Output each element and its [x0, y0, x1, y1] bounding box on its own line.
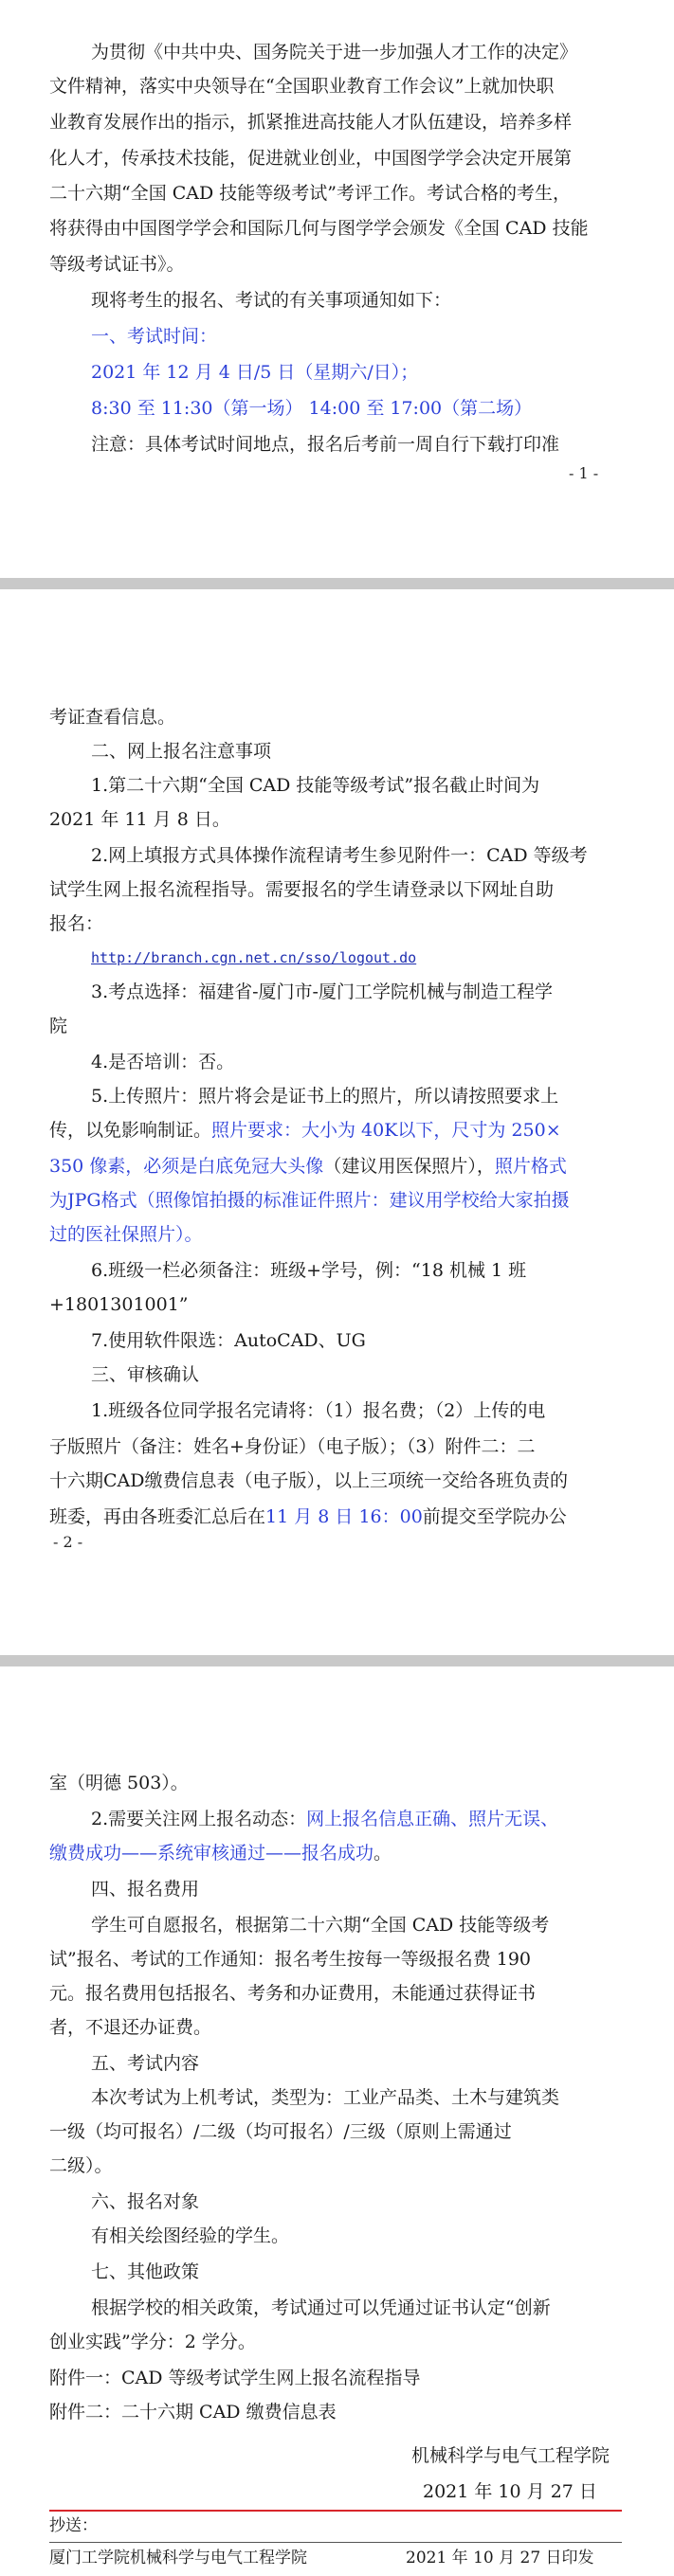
text-segment: 班委，再由各班委汇总后在: [49, 1506, 266, 1527]
section-heading-exam-content: 五、考试内容: [91, 2053, 200, 2074]
paragraph-line: 室（明德 503）。: [49, 1773, 189, 1793]
attachment-2: 附件二：二十六期 CAD 缴费信息表: [49, 2402, 337, 2423]
paragraph-line: [49, 1152, 567, 1180]
text-segment: （建议用医保照片），: [323, 1156, 495, 1177]
paragraph-line: 者，不退还办证费。: [49, 2017, 212, 2038]
paragraph-line: 院: [49, 1016, 68, 1036]
deadline-text: 11 月 8 日 16：00: [265, 1506, 423, 1527]
paragraph-line: 2.网上填报方式具体操作流程请考生参见附件一：CAD 等级考: [91, 845, 588, 866]
paragraph-line: [49, 1116, 561, 1144]
page-number: - 1 -: [569, 464, 599, 482]
exam-date: 2021 年 12 月 4 日/5 日（星期六/日）；: [91, 362, 419, 383]
section-heading-online-registration: 二、网上报名注意事项: [91, 741, 272, 762]
paragraph-line: 元。报名费用包括报名、考务和办证费用，未能通过获得证书: [49, 1983, 537, 2004]
paragraph-line: 业教育发展作出的指示，抓紧推进高技能人才队伍建设，培养多样: [49, 112, 573, 133]
section-heading-exam-time: 一、考试时间：: [91, 326, 218, 347]
paragraph-line: 根据学校的相关政策，考试通过可以凭通过证书认定“创新: [91, 2297, 551, 2318]
photo-format-text: 过的医社保照片）。: [49, 1224, 203, 1245]
photo-format-text: 为JPG格式（照像馆拍摄的标准证件照片：建议用学校给大家拍摄: [49, 1190, 570, 1211]
paragraph-line: 化人才，传承技术技能，促进就业创业，中国图学学会决定开展第: [49, 148, 573, 169]
paragraph-line: 报名：: [49, 913, 104, 934]
registration-status-text: 网上报名信息正确、照片无误、: [306, 1809, 559, 1829]
paragraph-line: +1801301001”: [49, 1294, 189, 1315]
document-page-3: [0, 1666, 674, 2576]
paragraph-line: 一级（均可报名）/二级（均可报名）/三级（原则上需通过: [49, 2121, 512, 2142]
paragraph-line: 3.考点选择：福建省-厦门市-厦门工学院机械与制造工程学: [91, 982, 553, 1002]
paragraph-line: 5.上传照片：照片将会是证书上的照片，所以请按照要求上: [91, 1086, 559, 1107]
paragraph-line: 4.是否培训：否。: [91, 1052, 235, 1072]
paragraph-line: 7.使用软件限选：AutoCAD、UG: [91, 1330, 366, 1351]
text-segment: 。: [373, 1843, 392, 1864]
paragraph-line: 创业实践”学分：2 学分。: [49, 2332, 256, 2352]
exam-sessions: 8:30 至 11:30（第一场） 14:00 至 17:00（第二场）: [91, 398, 533, 419]
paragraph-line: 子版照片（备注：姓名+身份证）（电子版）；（3）附件二：二: [49, 1436, 536, 1457]
paragraph-line: 考证查看信息。: [49, 707, 176, 728]
paragraph-line: 试学生网上报名流程指导。需要报名的学生请登录以下网址自助: [49, 879, 555, 900]
registration-status-text: 缴费成功——系统审核通过——报名成功: [49, 1843, 374, 1864]
text-segment: 前提交至学院办公: [422, 1506, 567, 1527]
document-page-1: [0, 0, 674, 578]
document-page-2: [0, 589, 674, 1655]
paragraph-line: [49, 1503, 567, 1531]
paragraph-line: 二级）。: [49, 2155, 113, 2176]
exam-note: 注意：具体考试时间地点，报名后考前一周自行下载打印准: [91, 434, 560, 455]
photo-format-text: 照片格式: [494, 1156, 567, 1177]
paragraph-line: 现将考生的报名、考试的有关事项通知如下：: [91, 290, 452, 311]
paragraph-line: 将获得由中国图学学会和国际几何与图学学会颁发《全国 CAD 技能: [49, 218, 589, 239]
paragraph-line: 学生可自愿报名，根据第二十六期“全国 CAD 技能等级考: [91, 1915, 550, 1936]
photo-requirement-text: 350 像素，必须是白底免冠大头像: [49, 1156, 324, 1177]
paragraph-line: [91, 1805, 558, 1833]
paragraph-line: 等级考试证书》。: [49, 254, 185, 275]
signature-organization: 机械科学与电气工程学院: [411, 2445, 610, 2466]
section-heading-other-policies: 七、其他政策: [91, 2261, 200, 2282]
section-heading-fees: 四、报名费用: [91, 1879, 200, 1900]
paragraph-line: 本次考试为上机考试，类型为：工业产品类、土木与建筑类: [91, 2087, 560, 2108]
photo-requirement-text: 照片要求：大小为 40K以下，尺寸为 250×: [211, 1120, 561, 1141]
paragraph-line: 试”报名、考试的工作通知：报名考生按每一等级报名费 190: [49, 1949, 532, 1970]
paragraph-line: 文件精神，落实中央领导在“全国职业教育工作会议”上就加快职: [49, 76, 555, 97]
page-separator: [0, 578, 674, 589]
paragraph-line: 为贯彻《中共中央、国务院关于进一步加强人才工作的决定》: [91, 42, 578, 63]
paragraph-line: 1.班级各位同学报名完请将：（1）报名费；（2）上传的电: [91, 1400, 546, 1421]
paragraph-line: 二十六期“全国 CAD 技能等级考试”考评工作。考试合格的考生，: [49, 183, 571, 204]
footer-rule: [49, 2542, 622, 2543]
attachment-1: 附件一：CAD 等级考试学生网上报名流程指导: [49, 2368, 421, 2388]
paragraph-line: 有相关绘图经验的学生。: [91, 2225, 290, 2246]
paragraph-line: 2021 年 11 月 8 日。: [49, 809, 230, 830]
paragraph-line: 6.班级一栏必须备注：班级+学号，例：“18 机械 1 班: [91, 1260, 527, 1281]
registration-link[interactable]: http://branch.cgn.net.cn/sso/logout.do: [91, 949, 417, 966]
section-heading-eligibility: 六、报名对象: [91, 2191, 200, 2212]
section-heading-review: 三、审核确认: [91, 1364, 200, 1385]
text-segment: 传，以免影响制证。: [49, 1120, 212, 1141]
footer-issue-date: 2021 年 10 月 27 日印发: [406, 2549, 594, 2567]
red-rule: [49, 2510, 622, 2512]
footer-issuer: 厦门工学院机械科学与电气工程学院: [49, 2549, 307, 2567]
cc-label: 抄送：: [49, 2516, 98, 2535]
paragraph-line: 十六期CAD缴费信息表（电子版），以上三项统一交给各班负责的: [49, 1470, 568, 1491]
page-separator: [0, 1655, 674, 1666]
page-number: - 2 -: [53, 1533, 83, 1551]
paragraph-line: [49, 1839, 392, 1867]
text-segment: 2.需要关注网上报名动态：: [91, 1809, 307, 1829]
paragraph-line: 1.第二十六期“全国 CAD 技能等级考试”报名截止时间为: [91, 775, 540, 796]
signature-date: 2021 年 10 月 27 日: [423, 2481, 597, 2502]
